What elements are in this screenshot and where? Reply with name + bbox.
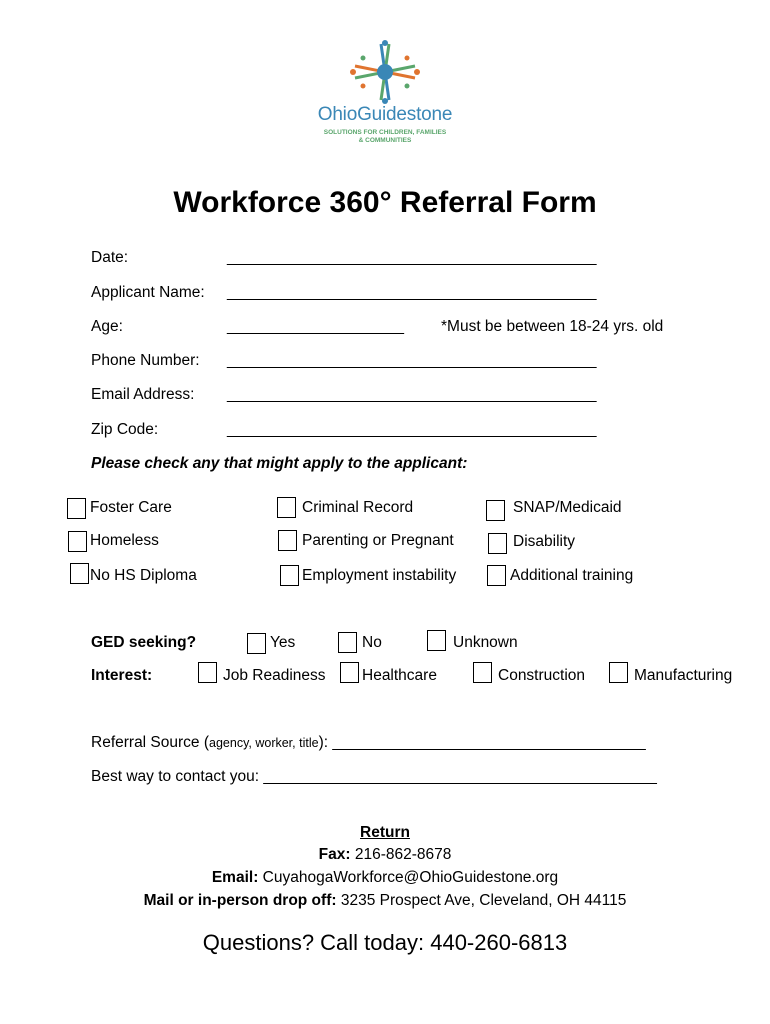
age-note: *Must be between 18-24 yrs. old [441, 318, 664, 335]
snap-medicaid-checkbox[interactable] [486, 500, 505, 521]
fax-line [0, 846, 770, 864]
contact-label-text: Best way to contact you: [91, 768, 260, 785]
email-line [0, 869, 770, 887]
manufacturing-checkbox[interactable] [609, 662, 628, 683]
age-label: Age: [91, 318, 123, 335]
zip-label: Zip Code: [91, 421, 159, 438]
ged-unknown-checkbox[interactable] [427, 630, 446, 651]
ged-label: GED seeking? [91, 634, 197, 651]
referral-source-label [91, 734, 645, 752]
snap-medicaid-label: SNAP/Medicaid [513, 499, 622, 516]
referral-label-hint: agency, worker, title [209, 736, 319, 750]
ged-no-checkbox[interactable] [338, 632, 357, 653]
criminal-record-label: Criminal Record [302, 499, 414, 516]
referral-label-end: ): [318, 734, 329, 751]
logo-tagline-2: & COMMUNITIES [358, 137, 412, 144]
mail-label: Mail or in-person drop off: [143, 892, 337, 909]
date-label: Date: [91, 249, 129, 266]
fax-label: Fax: [318, 846, 351, 863]
parenting-label: Parenting or Pregnant [302, 532, 454, 549]
employment-instability-label: Employment instability [302, 567, 457, 584]
additional-training-label: Additional training [510, 567, 634, 584]
construction-label: Construction [498, 667, 586, 684]
applicant-name-field[interactable]: ______________________________________________ [227, 284, 596, 301]
referral-source-field[interactable]: _______________________________________ [332, 734, 646, 751]
foster-care-checkbox[interactable] [67, 498, 86, 519]
return-heading: Return [360, 824, 410, 841]
employment-instability-checkbox[interactable] [280, 565, 299, 586]
ged-unknown-label: Unknown [453, 634, 518, 651]
healthcare-checkbox[interactable] [340, 662, 359, 683]
parenting-checkbox[interactable] [278, 530, 297, 551]
homeless-label: Homeless [90, 532, 159, 549]
email-label: Email Address: [91, 386, 195, 403]
no-hs-diploma-checkbox[interactable] [70, 563, 89, 584]
mail-value: 3235 Prospect Ave, Cleveland, OH 44115 [340, 892, 627, 909]
age-field[interactable]: ______________________ [227, 318, 404, 335]
foster-care-label: Foster Care [90, 499, 172, 516]
job-readiness-label: Job Readiness [223, 667, 326, 684]
manufacturing-label: Manufacturing [634, 667, 733, 684]
mail-line [0, 892, 770, 910]
disability-checkbox[interactable] [488, 533, 507, 554]
contact-label [91, 768, 656, 786]
disability-label: Disability [513, 533, 576, 550]
additional-training-checkbox[interactable] [487, 565, 506, 586]
form-title: Workforce 360° Referral Form [173, 186, 597, 219]
criminal-record-checkbox[interactable] [277, 497, 296, 518]
ged-yes-label: Yes [270, 634, 296, 651]
return-email-value[interactable]: CuyahogaWorkforce@OhioGuidestone.org [262, 869, 559, 886]
logo-tagline [300, 129, 470, 145]
check-instruction: Please check any that might apply to the applicant: [91, 455, 468, 472]
no-hs-diploma-label: No HS Diploma [90, 567, 197, 584]
contact-field[interactable]: _________________________________________________ [263, 768, 657, 785]
fax-value: 216-862-8678 [354, 846, 452, 863]
ged-no-label: No [362, 634, 382, 651]
interest-label: Interest: [91, 667, 153, 684]
logo-tagline-1: SOLUTIONS FOR CHILDREN, FAMILIES [323, 129, 447, 136]
zip-field[interactable]: ______________________________________________ [227, 421, 596, 438]
questions-call-line: Questions? Call today: 440-260-6813 [202, 930, 568, 955]
applicant-name-label: Applicant Name: [91, 284, 205, 301]
logo-emblem-icon [300, 40, 470, 104]
date-field[interactable]: ______________________________________________ [227, 249, 596, 266]
return-email-label: Email: [211, 869, 259, 886]
logo-name: OhioGuidestone [317, 104, 453, 125]
phone-field[interactable]: ______________________________________________ [227, 352, 596, 369]
ged-yes-checkbox[interactable] [247, 633, 266, 654]
ohioguidestone-logo [300, 40, 470, 150]
phone-label: Phone Number: [91, 352, 200, 369]
referral-label-start: Referral Source ( [91, 734, 210, 751]
healthcare-label: Healthcare [362, 667, 437, 684]
homeless-checkbox[interactable] [68, 531, 87, 552]
email-field[interactable]: ______________________________________________ [227, 386, 596, 403]
job-readiness-checkbox[interactable] [198, 662, 217, 683]
construction-checkbox[interactable] [473, 662, 492, 683]
